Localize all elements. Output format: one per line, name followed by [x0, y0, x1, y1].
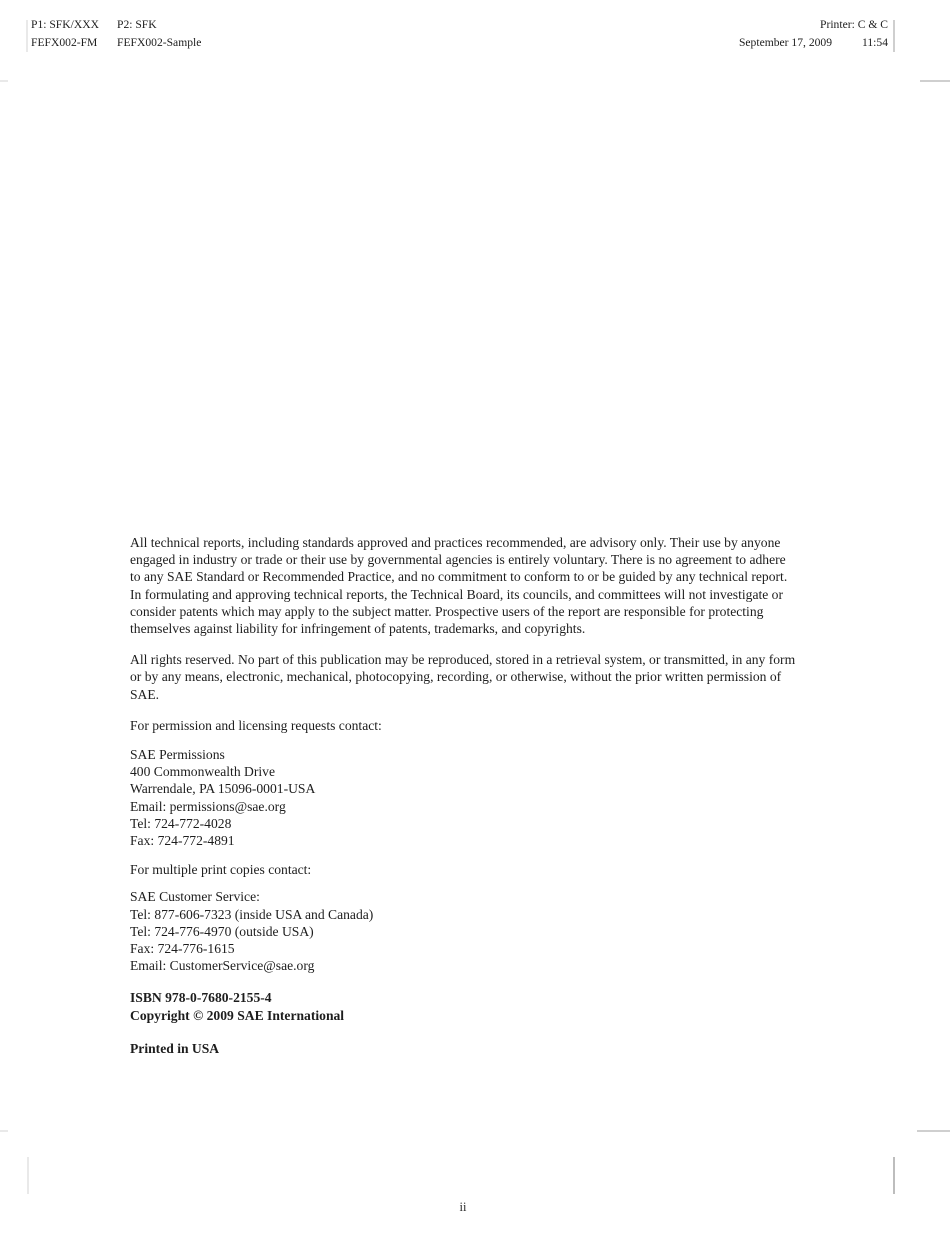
address-line: SAE Permissions [130, 747, 225, 763]
running-head-right [739, 16, 888, 52]
advisory-paragraph: All technical reports, including standards approved and practices recommended, are advisory only. Their use by anyone engaged in industry or trade or their use by governmental agencies is entirely voluntary. There is no agreement to adhere to any SAE Standard or Recommended Practice, and no commitment to conform to or be guided by any technical report. In formulating and approving technical reports, the Technical Board, its councils, and committees will not investigate or consider patents which may apply to the subject matter. Prospective users of the report are responsible for protecting themselves against liability for infringement of patents, trademarks, and copyrights. [130, 535, 788, 637]
address-line: Email: permissions@sae.org [130, 798, 286, 814]
contact-line: SAE Customer Service: [130, 889, 260, 905]
crop-mark-bottom-left-horizontal [0, 1130, 8, 1132]
address-line: Warrendale, PA 15096-0001-USA [130, 781, 316, 797]
running-head-left [31, 16, 201, 52]
copyright-line: Copyright © 2009 SAE International [130, 1007, 345, 1023]
crop-mark-bottom-left-vertical [27, 1157, 29, 1194]
proof-id-p2: P2: SFK [117, 18, 157, 31]
crop-mark-bottom-right-vertical [893, 1157, 895, 1194]
printer-line: Printer: C & C [820, 18, 888, 31]
printed-in-usa-line: Printed in USA [130, 1040, 220, 1056]
rights-paragraph: All rights reserved. No part of this publication may be reproduced, stored in a retrieval system, or transmitted, in any form or by any means, electronic, mechanical, photocopying, recording, or otherwise, without the prior written permission of SAE. [130, 652, 796, 702]
datetime-line [739, 34, 888, 52]
file-id-sample: FEFX002-Sample [117, 36, 202, 49]
crop-mark-top-right-vertical [893, 20, 895, 52]
crop-mark-bottom-right-horizontal [917, 1130, 950, 1132]
address-line: 400 Commonwealth Drive [130, 764, 275, 780]
customer-service-block [130, 888, 796, 974]
date-text: September 17, 2009 [738, 36, 833, 49]
contact-line: Email: CustomerService@sae.org [130, 958, 315, 974]
copyright-text-block [130, 534, 796, 1057]
address-line: Fax: 724-772-4891 [130, 833, 235, 849]
crop-mark-top-left-vertical [26, 20, 28, 52]
isbn-line: ISBN 978-0-7680-2155-4 [130, 990, 272, 1006]
file-id-fm: FEFX002-FM [31, 36, 98, 49]
copies-intro-line: For multiple print copies contact: [130, 862, 312, 878]
contact-line: Tel: 877-606-7323 (inside USA and Canada) [130, 906, 374, 922]
page-number: ii [459, 1200, 467, 1214]
isbn-copyright-block [130, 989, 796, 1023]
permission-intro-line: For permission and licensing requests contact: [130, 717, 382, 733]
proof-id-p1: P1: SFK/XXX [31, 18, 99, 31]
address-line: Tel: 724-772-4028 [130, 815, 232, 831]
time-text: 11:54 [862, 36, 888, 49]
sae-permissions-address [130, 746, 796, 849]
contact-line: Fax: 724-776-1615 [130, 941, 235, 957]
crop-mark-top-right-horizontal [920, 80, 950, 82]
crop-mark-top-left-horizontal [0, 80, 8, 82]
contact-line: Tel: 724-776-4970 (outside USA) [130, 923, 314, 939]
